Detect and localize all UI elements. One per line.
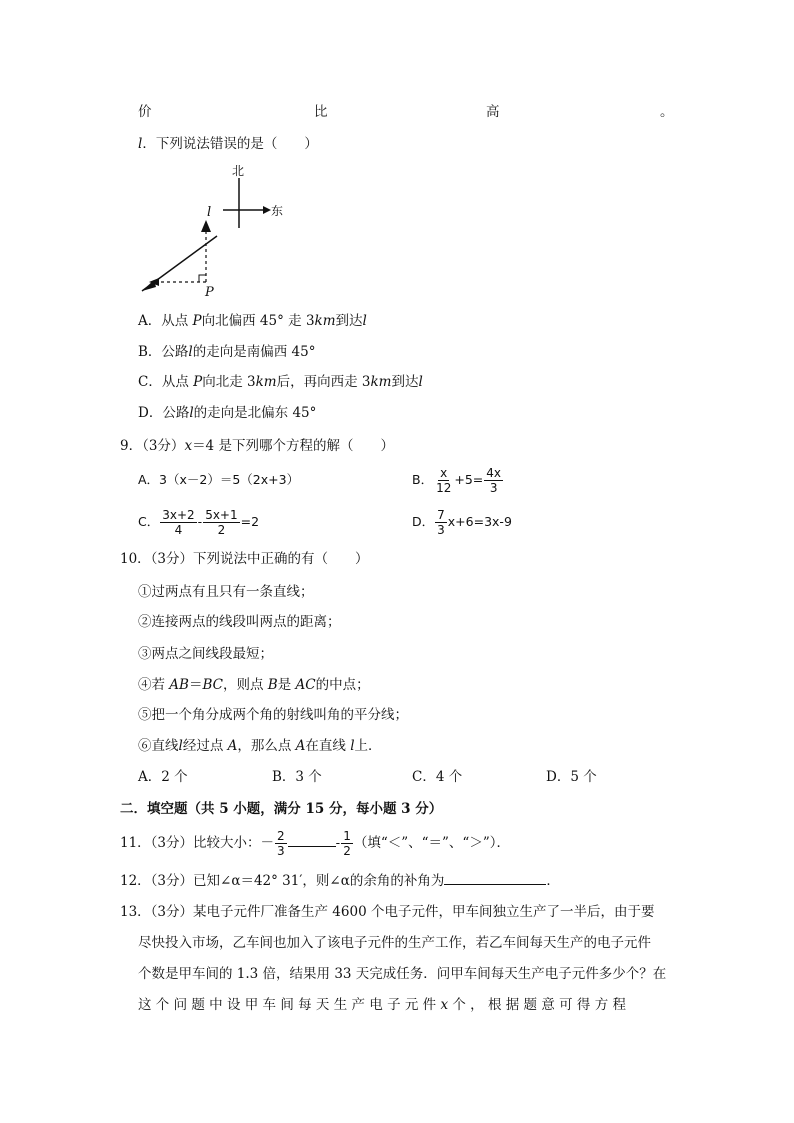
top-word-2: 比 <box>314 104 328 120</box>
q10-item-5: ⑤把一个角分成两个角的射线叫角的平分线； <box>138 707 408 723</box>
q10-item-1: ①过两点有且只有一条直线； <box>138 584 314 600</box>
q13-line-3: 个数是甲车间的 1.3 倍，结果用 33 天完成任务．问甲车间每天生产电子元件多少个？在 <box>138 966 667 982</box>
q12: 12．（3分）已知∠α＝42° 31′，则∠α的余角的补角为 ． <box>120 873 560 889</box>
q8-option-d: D．公路l的走向是北偏东 45° <box>138 405 317 421</box>
q8-option-c: C．从点 P向北走 3km后，再向西走 3km到达l <box>138 374 423 390</box>
north-label: 北 <box>232 164 245 178</box>
q10-item-6: ⑥直线l经过点 A，那么点 A在直线 l上． <box>138 738 382 754</box>
top-word-4: 。 <box>660 104 674 120</box>
q11: 11．（3分）比较大小：－ $\frac{2}{3}$ - $\frac{1}{2}$ （填“＜”、“＝”、“＞”）． <box>120 829 510 858</box>
q10-option-b: B．3 个 <box>272 769 322 785</box>
q9-option-d: D． $\frac{7}{3}$ x+6=3x-9 <box>412 508 512 537</box>
east-label: 东 <box>271 204 284 218</box>
q8-stem: l．下列说法错误的是（ ） <box>138 136 318 152</box>
top-word-1: 价 <box>138 104 152 120</box>
q10-item-3: ③两点之间线段最短； <box>138 646 273 662</box>
q9-stem: 9．（3分）x＝4 是下列哪个方程的解（ ） <box>120 438 394 454</box>
section-2-heading: 二．填空题（共 5 小题，满分 15 分，每小题 3 分） <box>120 801 443 817</box>
q8-direction-figure <box>135 158 295 303</box>
q9-option-b: B． $\frac{x}{12}$ +5= $\frac{4x}{3}$ <box>412 466 502 495</box>
q9-option-c: C． $\frac{3x+2}{4}$ - $\frac{5x+1}{2}$ =2 <box>138 508 260 537</box>
q10-option-d: D．5 个 <box>546 769 597 785</box>
q8-option-a: A．从点 P向北偏西 45° 走 3km到达l <box>138 313 367 329</box>
q10-stem: 10．（3分）下列说法中正确的有（ ） <box>120 551 369 567</box>
point-p-label: P <box>205 285 214 300</box>
q13-line-1: 13．（3分）某电子元件厂准备生产 4600 个电子元件，甲车间独立生产了一半后，由于要 <box>120 904 655 920</box>
q13-line-2: 尽快投入市场，乙车间也加入了该电子元件的生产工作，若乙车间每天生产的电子元件 <box>138 935 651 951</box>
q10-item-2: ②连接两点的线段叫两点的距离； <box>138 614 341 630</box>
road-l-label: l <box>207 205 212 220</box>
top-word-3: 高 <box>486 104 500 120</box>
q10-option-a: A．2 个 <box>138 769 188 785</box>
q10-item-4: ④若 AB＝BC，则点 B是 AC的中点； <box>138 677 370 693</box>
q10-option-c: C．4 个 <box>412 769 463 785</box>
direction-diagram <box>135 158 295 303</box>
q12-answer-blank[interactable] <box>444 884 546 885</box>
q8-option-b: B．公路l的走向是南偏西 45° <box>138 344 316 360</box>
q13-line-4: 这 个 问 题 中 设 甲 车 间 每 天 生 产 电 子 元 件 x 个 ， 根 据 题 意 可 得 方 程 <box>138 997 626 1013</box>
q9-option-a: A．3（x－2）＝5（2x+3） <box>138 472 300 487</box>
q11-answer-blank[interactable] <box>288 846 336 847</box>
